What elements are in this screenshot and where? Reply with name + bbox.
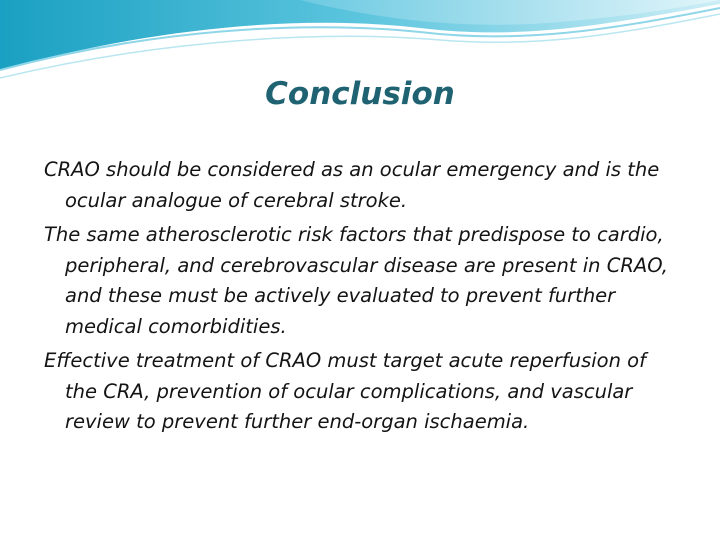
slide-body bbox=[44, 155, 684, 442]
paragraph-3: Effective treatment of CRAO must target acute reperfusion of the CRA, prevention of ocular complications, and vascular review to prevent further end-organ ischaemia. bbox=[44, 349, 646, 433]
slide-title: Conclusion bbox=[265, 76, 455, 112]
paragraph-1: CRAO should be considered as an ocular emergency and is the ocular analogue of cerebral stroke. bbox=[44, 158, 660, 212]
paragraph-2: The same atherosclerotic risk factors that predispose to cardio, peripheral, and cerebrovascular disease are present in CRAO, and these must be actively evaluated to prevent further medical comorbidities. bbox=[44, 223, 668, 338]
